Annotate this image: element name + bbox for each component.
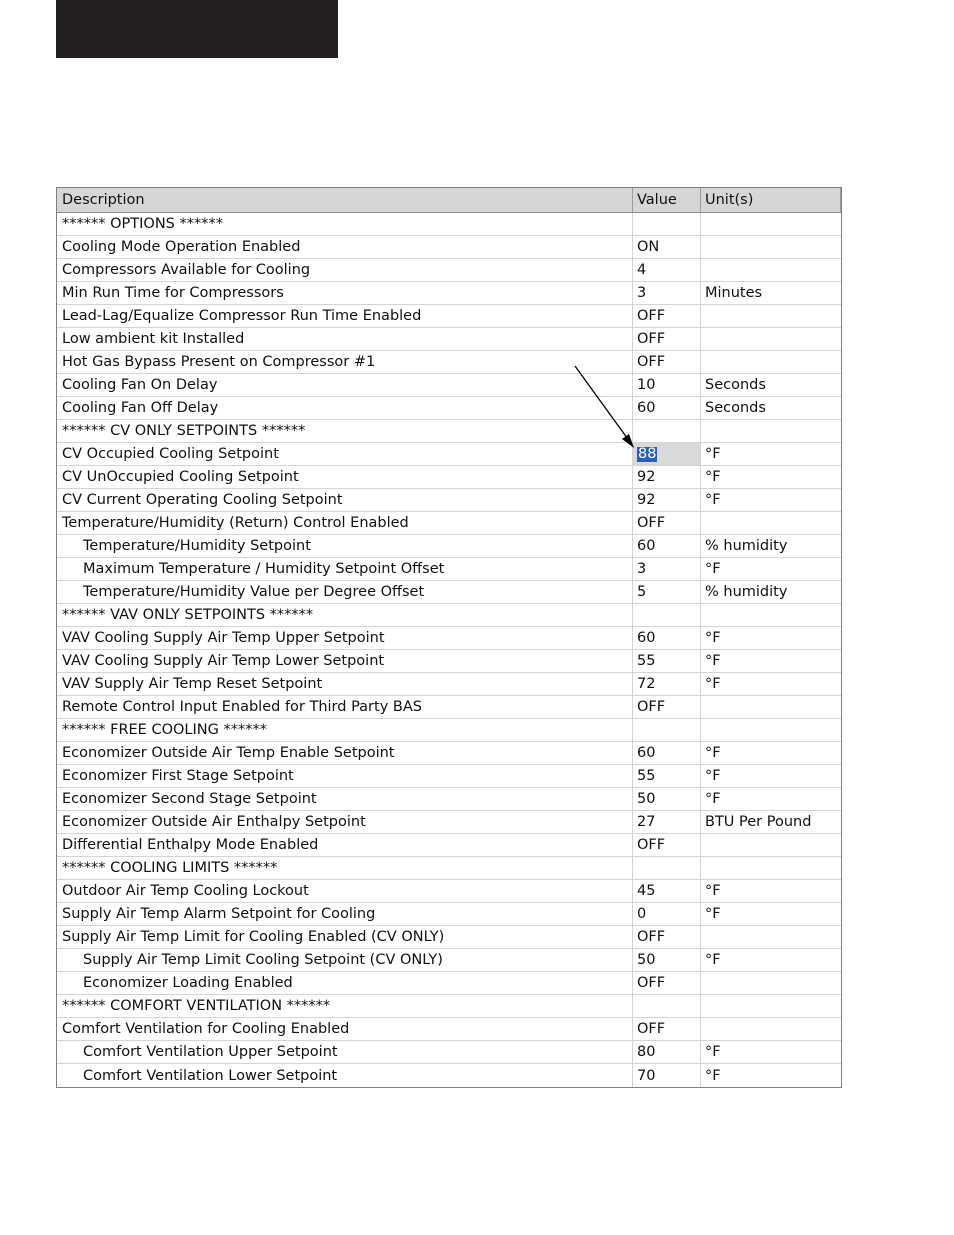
row-value[interactable]: [633, 604, 701, 626]
row-description: ****** COOLING LIMITS ******: [57, 857, 633, 879]
row-description: Remote Control Input Enabled for Third Party BAS: [57, 696, 633, 718]
row-unit: [701, 351, 841, 373]
row-unit: °F: [705, 768, 721, 784]
row-value[interactable]: 70: [633, 1064, 701, 1087]
table-row[interactable]: [57, 512, 841, 535]
table-row[interactable]: [57, 397, 841, 420]
row-value[interactable]: [633, 995, 701, 1017]
table-row[interactable]: [57, 213, 841, 236]
row-unit: % humidity: [705, 538, 788, 554]
row-value[interactable]: 0: [633, 903, 701, 925]
row-description: Comfort Ventilation Upper Setpoint: [57, 1041, 633, 1063]
row-description: Economizer First Stage Setpoint: [57, 765, 633, 787]
table-row[interactable]: [57, 788, 841, 811]
row-description: CV Occupied Cooling Setpoint: [57, 443, 633, 465]
row-description: Hot Gas Bypass Present on Compressor #1: [57, 351, 633, 373]
table-row[interactable]: [57, 765, 841, 788]
row-unit: [701, 305, 841, 327]
row-unit: [701, 719, 841, 741]
row-value[interactable]: ON: [633, 236, 701, 258]
table-row[interactable]: [57, 995, 841, 1018]
table-row[interactable]: [57, 420, 841, 443]
row-description: ****** CV ONLY SETPOINTS ******: [57, 420, 633, 442]
row-value[interactable]: OFF: [633, 834, 701, 856]
row-value[interactable]: 45: [633, 880, 701, 902]
row-value[interactable]: [633, 420, 701, 442]
row-value[interactable]: OFF: [633, 328, 701, 350]
row-unit: [701, 213, 841, 235]
row-unit: °F: [705, 883, 721, 899]
grid-header: [57, 188, 841, 213]
row-value[interactable]: 4: [633, 259, 701, 281]
row-unit: [701, 259, 841, 281]
row-unit: [701, 236, 841, 258]
row-value[interactable]: [633, 719, 701, 741]
row-unit: [701, 926, 841, 948]
table-row[interactable]: [57, 834, 841, 857]
row-unit: °F: [705, 561, 721, 577]
row-unit: [701, 696, 841, 718]
table-row[interactable]: [57, 650, 841, 673]
row-unit: °F: [705, 1044, 721, 1060]
row-unit: °F: [705, 791, 721, 807]
row-description: Cooling Fan Off Delay: [57, 397, 633, 419]
column-header-value[interactable]: Value: [633, 188, 701, 212]
row-description: Temperature/Humidity Value per Degree Offset: [57, 581, 633, 603]
row-unit: [701, 420, 841, 442]
row-description: Temperature/Humidity (Return) Control Enabled: [57, 512, 633, 534]
table-row[interactable]: [57, 236, 841, 259]
row-description: Temperature/Humidity Setpoint: [57, 535, 633, 557]
row-description: CV Current Operating Cooling Setpoint: [57, 489, 633, 511]
row-value[interactable]: 60: [633, 535, 701, 557]
row-description: VAV Supply Air Temp Reset Setpoint: [57, 673, 633, 695]
row-value[interactable]: 50: [633, 949, 701, 971]
column-header-units[interactable]: Unit(s): [701, 188, 841, 212]
row-description: Supply Air Temp Alarm Setpoint for Cooling: [57, 903, 633, 925]
table-row[interactable]: [57, 351, 841, 374]
row-unit: Seconds: [705, 400, 766, 416]
row-description: VAV Cooling Supply Air Temp Upper Setpoint: [57, 627, 633, 649]
row-unit: Minutes: [705, 285, 763, 301]
row-unit: [701, 995, 841, 1017]
table-row[interactable]: [57, 489, 841, 512]
row-value[interactable]: 55: [633, 650, 701, 672]
row-value[interactable]: OFF: [633, 696, 701, 718]
row-value[interactable]: 80: [633, 1041, 701, 1063]
row-description: Low ambient kit Installed: [57, 328, 633, 350]
row-description: VAV Cooling Supply Air Temp Lower Setpoint: [57, 650, 633, 672]
row-unit: °F: [705, 469, 721, 485]
row-unit: [701, 1018, 841, 1040]
row-description: Comfort Ventilation for Cooling Enabled: [57, 1018, 633, 1040]
table-row[interactable]: [57, 535, 841, 558]
row-description: Economizer Outside Air Enthalpy Setpoint: [57, 811, 633, 833]
table-row[interactable]: [57, 696, 841, 719]
row-value[interactable]: [633, 213, 701, 235]
row-value[interactable]: OFF: [633, 351, 701, 373]
row-description: Min Run Time for Compressors: [57, 282, 633, 304]
table-row[interactable]: [57, 742, 841, 765]
row-unit: Seconds: [705, 377, 766, 393]
row-value[interactable]: [633, 857, 701, 879]
row-description: Economizer Loading Enabled: [57, 972, 633, 994]
selected-value-text[interactable]: 88: [638, 445, 657, 462]
row-unit: °F: [705, 906, 721, 922]
row-unit: °F: [705, 446, 721, 462]
row-description: Economizer Second Stage Setpoint: [57, 788, 633, 810]
row-description: Lead-Lag/Equalize Compressor Run Time Enabled: [57, 305, 633, 327]
row-unit: °F: [705, 676, 721, 692]
row-unit: [701, 834, 841, 856]
table-row[interactable]: [57, 259, 841, 282]
row-value[interactable]: 72: [633, 673, 701, 695]
grid-rows: [57, 213, 841, 1087]
table-row[interactable]: [57, 581, 841, 604]
table-row[interactable]: [57, 328, 841, 351]
row-description: Cooling Fan On Delay: [57, 374, 633, 396]
table-row[interactable]: [57, 719, 841, 742]
table-row[interactable]: [57, 1018, 841, 1041]
row-value[interactable]: OFF: [633, 972, 701, 994]
row-unit: °F: [705, 745, 721, 761]
row-unit: [701, 604, 841, 626]
row-description: Differential Enthalpy Mode Enabled: [57, 834, 633, 856]
row-description: Supply Air Temp Limit Cooling Setpoint (CV ONLY): [57, 949, 633, 971]
row-unit: [701, 328, 841, 350]
row-unit: [701, 972, 841, 994]
table-row[interactable]: [57, 903, 841, 926]
row-value[interactable]: 27: [633, 811, 701, 833]
table-row[interactable]: [57, 443, 841, 466]
row-description: ****** OPTIONS ******: [57, 213, 633, 235]
row-description: CV UnOccupied Cooling Setpoint: [57, 466, 633, 488]
row-value-editor[interactable]: [633, 443, 701, 465]
column-header-description[interactable]: Description: [57, 188, 633, 212]
table-row[interactable]: [57, 926, 841, 949]
row-value[interactable]: OFF: [633, 926, 701, 948]
row-description: Comfort Ventilation Lower Setpoint: [57, 1064, 633, 1087]
row-value[interactable]: 50: [633, 788, 701, 810]
row-description: Outdoor Air Temp Cooling Lockout: [57, 880, 633, 902]
row-value[interactable]: OFF: [633, 305, 701, 327]
row-description: Compressors Available for Cooling: [57, 259, 633, 281]
table-row[interactable]: [57, 857, 841, 880]
table-row[interactable]: [57, 282, 841, 305]
row-unit: [701, 857, 841, 879]
row-description: Cooling Mode Operation Enabled: [57, 236, 633, 258]
row-value[interactable]: 92: [633, 489, 701, 511]
row-value[interactable]: 55: [633, 765, 701, 787]
table-row[interactable]: [57, 374, 841, 397]
table-row[interactable]: [57, 949, 841, 972]
row-unit: °F: [705, 653, 721, 669]
table-row[interactable]: [57, 673, 841, 696]
table-row[interactable]: [57, 558, 841, 581]
row-value[interactable]: 3: [633, 282, 701, 304]
row-unit: [701, 512, 841, 534]
row-description: ****** COMFORT VENTILATION ******: [57, 995, 633, 1017]
row-value[interactable]: 10: [633, 374, 701, 396]
table-row[interactable]: [57, 1064, 841, 1087]
row-value[interactable]: 92: [633, 466, 701, 488]
table-row[interactable]: [57, 466, 841, 489]
table-row[interactable]: [57, 1041, 841, 1064]
table-row[interactable]: [57, 627, 841, 650]
row-unit: BTU Per Pound: [705, 814, 812, 830]
row-description: Economizer Outside Air Temp Enable Setpoint: [57, 742, 633, 764]
row-description: Supply Air Temp Limit for Cooling Enabled (CV ONLY): [57, 926, 633, 948]
row-unit: °F: [705, 630, 721, 646]
row-value[interactable]: 60: [633, 627, 701, 649]
row-value[interactable]: OFF: [633, 512, 701, 534]
row-value[interactable]: OFF: [633, 1018, 701, 1040]
row-description: Maximum Temperature / Humidity Setpoint Offset: [57, 558, 633, 580]
header-bar: [56, 0, 338, 58]
table-row[interactable]: [57, 880, 841, 903]
row-unit: °F: [705, 952, 721, 968]
row-value[interactable]: 3: [633, 558, 701, 580]
row-unit: % humidity: [705, 584, 788, 600]
row-value[interactable]: 60: [633, 742, 701, 764]
table-row[interactable]: [57, 972, 841, 995]
table-row[interactable]: [57, 305, 841, 328]
row-unit: °F: [705, 492, 721, 508]
row-description: ****** FREE COOLING ******: [57, 719, 633, 741]
row-value[interactable]: 5: [633, 581, 701, 603]
setpoints-grid: [56, 187, 842, 1088]
table-row[interactable]: [57, 811, 841, 834]
row-value[interactable]: 60: [633, 397, 701, 419]
row-description: ****** VAV ONLY SETPOINTS ******: [57, 604, 633, 626]
table-row[interactable]: [57, 604, 841, 627]
row-unit: °F: [705, 1067, 721, 1084]
